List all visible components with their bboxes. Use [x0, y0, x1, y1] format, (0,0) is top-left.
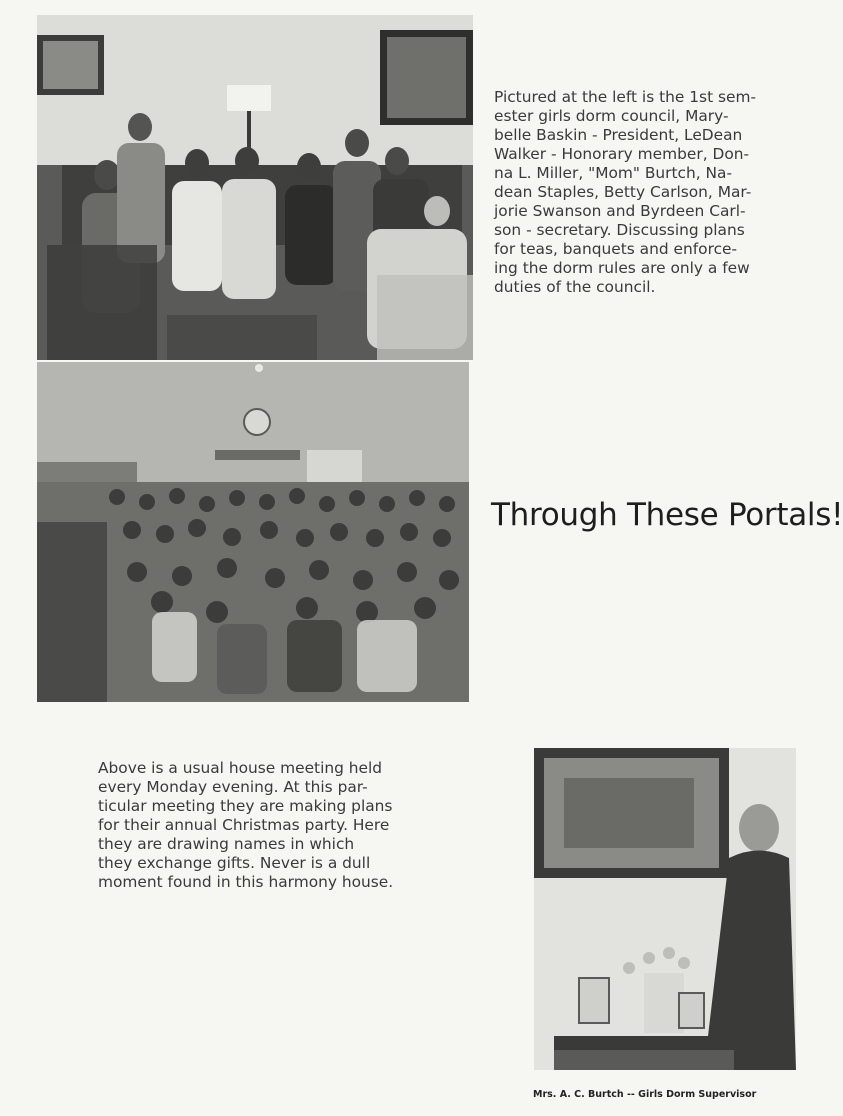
- council-photo: [37, 15, 473, 360]
- page-heading: Through These Portals!: [491, 497, 843, 533]
- council-caption: Pictured at the left is the 1st sem- ester girls dorm council, Mary- belle Baskin - President, LeDean Walker - Honorary member, Don- na L. Miller, "Mom" Burtch, Na- dean Staples, Betty Carlson, Mar- jorie Swanson and Byrdeen Carl- son - secretary. Discussing plans for teas, banquets and enforce- ing the dorm rules are only a few duties of the council.: [494, 88, 757, 296]
- supervisor-photo: [534, 748, 796, 1070]
- house-meeting-photo: [37, 362, 469, 702]
- meeting-caption: Above is a usual house meeting held every Monday evening. At this par- ticular meeting they are making plans for their annual Christmas party. Here they are drawing names in which they exchange gifts. Never is a dull moment found in this harmony house.: [98, 759, 394, 891]
- supervisor-caption: Mrs. A. C. Burtch -- Girls Dorm Supervisor: [533, 1089, 757, 1100]
